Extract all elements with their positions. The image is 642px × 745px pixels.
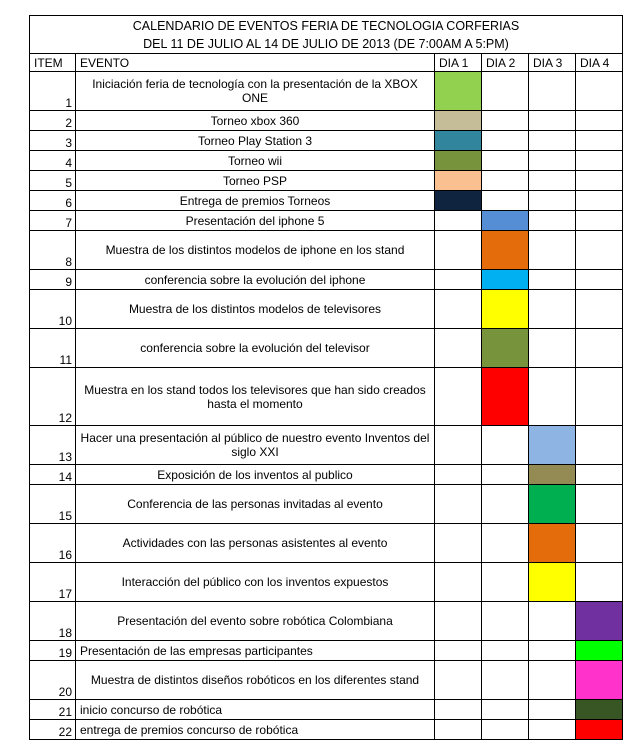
day-3-scheduled-cell: [529, 524, 576, 563]
day-4-empty-cell: [576, 171, 623, 191]
table-row: [30, 368, 623, 426]
table-row: [30, 171, 623, 191]
day-2-empty-cell: [482, 191, 529, 211]
day-2-scheduled-cell: [482, 211, 529, 231]
event-description: Muestra de los distintos modelos de iphone en los stand: [76, 231, 435, 270]
item-number: 6: [30, 191, 76, 211]
item-number: 17: [30, 563, 76, 602]
table-row: [30, 191, 623, 211]
day-2-empty-cell: [482, 465, 529, 485]
day-3-empty-cell: [529, 641, 576, 661]
day-4-empty-cell: [576, 211, 623, 231]
event-description: inicio concurso de robótica: [76, 700, 435, 720]
table-row: [30, 641, 623, 661]
event-description: Presentación del iphone 5: [76, 211, 435, 231]
table-row: [30, 231, 623, 270]
day-3-empty-cell: [529, 290, 576, 329]
item-number: 21: [30, 700, 76, 720]
table-row: [30, 290, 623, 329]
table-row: [30, 563, 623, 602]
event-description: conferencia sobre la evolución del iphone: [76, 270, 435, 290]
header-dia-1: DIA 1: [435, 54, 482, 72]
item-number: 5: [30, 171, 76, 191]
day-3-empty-cell: [529, 602, 576, 641]
day-3-empty-cell: [529, 171, 576, 191]
day-1-empty-cell: [435, 426, 482, 465]
event-description: Torneo Play Station 3: [76, 131, 435, 151]
day-1-empty-cell: [435, 641, 482, 661]
day-1-empty-cell: [435, 465, 482, 485]
event-description: Muestra de los distintos modelos de televisores: [76, 290, 435, 329]
day-1-scheduled-cell: [435, 151, 482, 171]
day-2-scheduled-cell: [482, 290, 529, 329]
item-number: 14: [30, 465, 76, 485]
day-2-empty-cell: [482, 72, 529, 111]
day-2-empty-cell: [482, 641, 529, 661]
day-2-empty-cell: [482, 563, 529, 602]
day-1-scheduled-cell: [435, 111, 482, 131]
day-4-scheduled-cell: [576, 700, 623, 720]
day-3-empty-cell: [529, 720, 576, 740]
day-3-empty-cell: [529, 211, 576, 231]
day-3-empty-cell: [529, 131, 576, 151]
day-4-empty-cell: [576, 426, 623, 465]
day-4-empty-cell: [576, 329, 623, 368]
event-description: Presentación del evento sobre robótica Colombiana: [76, 602, 435, 641]
day-3-empty-cell: [529, 329, 576, 368]
day-1-scheduled-cell: [435, 72, 482, 111]
day-4-empty-cell: [576, 524, 623, 563]
event-description: Torneo xbox 360: [76, 111, 435, 131]
day-4-scheduled-cell: [576, 720, 623, 740]
event-description: conferencia sobre la evolución del televisor: [76, 329, 435, 368]
day-1-scheduled-cell: [435, 191, 482, 211]
day-3-empty-cell: [529, 270, 576, 290]
table-row: [30, 700, 623, 720]
day-3-empty-cell: [529, 368, 576, 426]
table-row: [30, 720, 623, 740]
day-4-empty-cell: [576, 191, 623, 211]
day-4-empty-cell: [576, 111, 623, 131]
day-4-empty-cell: [576, 231, 623, 270]
day-3-empty-cell: [529, 231, 576, 270]
day-3-empty-cell: [529, 661, 576, 700]
day-1-empty-cell: [435, 290, 482, 329]
day-4-empty-cell: [576, 368, 623, 426]
item-number: 20: [30, 661, 76, 700]
table-row: [30, 426, 623, 465]
table-row: [30, 524, 623, 563]
event-description: Hacer una presentación al público de nuestro evento Inventos del siglo XXI: [76, 426, 435, 465]
day-3-scheduled-cell: [529, 465, 576, 485]
day-1-empty-cell: [435, 524, 482, 563]
day-2-empty-cell: [482, 426, 529, 465]
day-2-scheduled-cell: [482, 368, 529, 426]
table-row: [30, 211, 623, 231]
item-number: 11: [30, 329, 76, 368]
day-3-scheduled-cell: [529, 563, 576, 602]
day-1-empty-cell: [435, 720, 482, 740]
event-description: Interacción del público con los inventos expuestos: [76, 563, 435, 602]
event-description: Muestra en los stand todos los televisores que han sido creados hasta el momento: [76, 368, 435, 426]
day-2-empty-cell: [482, 661, 529, 700]
day-2-scheduled-cell: [482, 231, 529, 270]
day-1-empty-cell: [435, 700, 482, 720]
day-2-empty-cell: [482, 171, 529, 191]
item-number: 1: [30, 72, 76, 111]
event-calendar-table: [29, 15, 623, 740]
day-4-empty-cell: [576, 563, 623, 602]
item-number: 18: [30, 602, 76, 641]
day-2-empty-cell: [482, 485, 529, 524]
item-number: 4: [30, 151, 76, 171]
day-1-empty-cell: [435, 602, 482, 641]
table-row: [30, 485, 623, 524]
calendar-subtitle: DEL 11 DE JULIO AL 14 DE JULIO DE 2013 (DE 7:00AM A 5:PM): [30, 35, 623, 54]
header-dia-3: DIA 3: [529, 54, 576, 72]
day-2-empty-cell: [482, 111, 529, 131]
day-3-empty-cell: [529, 111, 576, 131]
day-3-scheduled-cell: [529, 485, 576, 524]
event-description: Presentación de las empresas participantes: [76, 641, 435, 661]
event-description: Iniciación feria de tecnología con la presentación de la XBOX ONE: [76, 72, 435, 111]
day-4-empty-cell: [576, 290, 623, 329]
day-4-scheduled-cell: [576, 602, 623, 641]
item-number: 9: [30, 270, 76, 290]
day-1-empty-cell: [435, 485, 482, 524]
day-4-empty-cell: [576, 485, 623, 524]
day-4-scheduled-cell: [576, 641, 623, 661]
day-2-empty-cell: [482, 602, 529, 641]
header-dia-2: DIA 2: [482, 54, 529, 72]
header-item: ITEM: [30, 54, 76, 72]
item-number: 19: [30, 641, 76, 661]
day-1-empty-cell: [435, 661, 482, 700]
item-number: 22: [30, 720, 76, 740]
event-description: Entrega de premios Torneos: [76, 191, 435, 211]
item-number: 12: [30, 368, 76, 426]
day-1-empty-cell: [435, 270, 482, 290]
event-description: Conferencia de las personas invitadas al evento: [76, 485, 435, 524]
day-4-scheduled-cell: [576, 661, 623, 700]
day-4-empty-cell: [576, 131, 623, 151]
day-1-empty-cell: [435, 563, 482, 602]
header-evento: EVENTO: [76, 54, 435, 72]
event-description: Muestra de distintos diseños robóticos en los diferentes stand: [76, 661, 435, 700]
item-number: 8: [30, 231, 76, 270]
calendar-title: CALENDARIO DE EVENTOS FERIA DE TECNOLOGIA CORFERIAS: [30, 16, 623, 35]
day-1-empty-cell: [435, 231, 482, 270]
item-number: 2: [30, 111, 76, 131]
table-row: [30, 661, 623, 700]
day-4-empty-cell: [576, 151, 623, 171]
table-row: [30, 602, 623, 641]
day-4-empty-cell: [576, 270, 623, 290]
table-row: [30, 72, 623, 111]
day-3-empty-cell: [529, 151, 576, 171]
day-1-empty-cell: [435, 368, 482, 426]
event-description: Actividades con las personas asistentes al evento: [76, 524, 435, 563]
day-1-scheduled-cell: [435, 131, 482, 151]
table-row: [30, 111, 623, 131]
table-row: [30, 151, 623, 171]
day-2-empty-cell: [482, 524, 529, 563]
event-description: Exposición de los inventos al publico: [76, 465, 435, 485]
item-number: 15: [30, 485, 76, 524]
day-3-empty-cell: [529, 72, 576, 111]
event-description: Torneo PSP: [76, 171, 435, 191]
event-description: entrega de premios concurso de robótica: [76, 720, 435, 740]
item-number: 16: [30, 524, 76, 563]
day-4-empty-cell: [576, 72, 623, 111]
day-3-scheduled-cell: [529, 426, 576, 465]
header-dia-4: DIA 4: [576, 54, 623, 72]
event-description: Torneo wii: [76, 151, 435, 171]
day-2-scheduled-cell: [482, 329, 529, 368]
day-4-empty-cell: [576, 465, 623, 485]
day-1-empty-cell: [435, 329, 482, 368]
day-3-empty-cell: [529, 700, 576, 720]
item-number: 13: [30, 426, 76, 465]
item-number: 3: [30, 131, 76, 151]
day-2-empty-cell: [482, 151, 529, 171]
table-row: [30, 465, 623, 485]
day-1-empty-cell: [435, 211, 482, 231]
item-number: 7: [30, 211, 76, 231]
item-number: 10: [30, 290, 76, 329]
table-row: [30, 270, 623, 290]
day-2-empty-cell: [482, 720, 529, 740]
day-2-empty-cell: [482, 700, 529, 720]
day-2-scheduled-cell: [482, 270, 529, 290]
day-2-empty-cell: [482, 131, 529, 151]
table-row: [30, 131, 623, 151]
day-3-empty-cell: [529, 191, 576, 211]
day-1-scheduled-cell: [435, 171, 482, 191]
table-row: [30, 329, 623, 368]
